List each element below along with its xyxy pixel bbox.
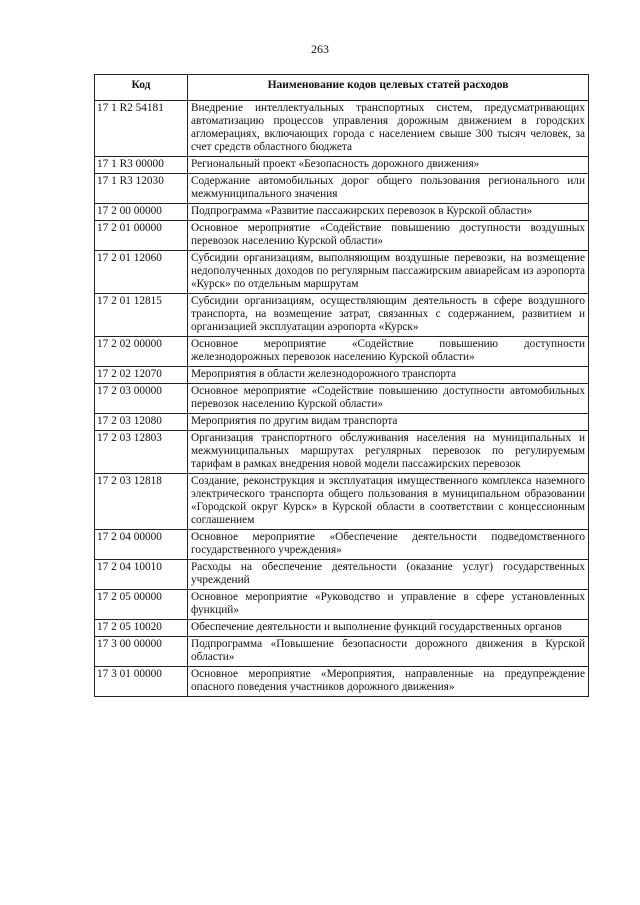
table-row [95, 620, 589, 637]
table-row [95, 101, 589, 157]
row-code: 17 2 04 00000 [95, 530, 188, 560]
row-code: 17 3 00 00000 [95, 637, 188, 667]
table-row [95, 590, 589, 620]
row-name: Основное мероприятие «Содействие повышению доступности воздушных перевозок населению Курской области» [188, 221, 589, 251]
row-code: 17 2 03 12818 [95, 474, 188, 530]
row-code: 17 1 R2 54181 [95, 101, 188, 157]
row-name: Организация транспортного обслуживания населения на муниципальных и межмуниципальных маршрутах регулярных перевозок по регулируемым тарифам в рамках внедрения новой модели пассажирских перевозок [188, 431, 589, 474]
row-name: Региональный проект «Безопасность дорожного движения» [188, 157, 589, 174]
row-code: 17 1 R3 00000 [95, 157, 188, 174]
table-row [95, 530, 589, 560]
row-code: 17 2 01 12060 [95, 251, 188, 294]
row-name: Создание, реконструкция и эксплуатация имущественного комплекса наземного электрического транспорта общего пользования в муниципальном образовании «Городской округ Курск» в Курской области в соответствии с концессионным соглашением [188, 474, 589, 530]
table-row [95, 221, 589, 251]
row-name: Основное мероприятие «Мероприятия, направленные на предупреждение опасного поведения участников дорожного движения» [188, 667, 589, 697]
table-row [95, 637, 589, 667]
row-code: 17 1 R3 12030 [95, 174, 188, 204]
row-name: Субсидии организациям, осуществляющим деятельность в сфере воздушного транспорта, на возмещение затрат, связанных с содержанием, развитием и организацией эксплуатации аэропорта «Курск» [188, 294, 589, 337]
row-code: 17 2 02 00000 [95, 337, 188, 367]
table-header-row [95, 75, 589, 101]
table-row [95, 157, 589, 174]
table-row [95, 414, 589, 431]
table-row [95, 294, 589, 337]
table-row [95, 367, 589, 384]
row-name: Мероприятия в области железнодорожного транспорта [188, 367, 589, 384]
row-code: 17 2 05 10020 [95, 620, 188, 637]
table-row [95, 560, 589, 590]
page-number: 263 [311, 42, 329, 56]
table-row [95, 667, 589, 697]
table-row [95, 204, 589, 221]
column-header-code: Код [95, 75, 188, 101]
column-header-name: Наименование кодов целевых статей расходов [188, 75, 589, 101]
row-code: 17 2 05 00000 [95, 590, 188, 620]
row-code: 17 2 03 12080 [95, 414, 188, 431]
table-row [95, 337, 589, 367]
table-row [95, 251, 589, 294]
row-code: 17 3 01 00000 [95, 667, 188, 697]
budget-codes-table [94, 74, 589, 697]
row-name: Содержание автомобильных дорог общего пользования регионального или межмуниципального значения [188, 174, 589, 204]
table-row [95, 384, 589, 414]
row-name: Расходы на обеспечение деятельности (оказание услуг) государственных учреждений [188, 560, 589, 590]
row-name: Внедрение интеллектуальных транспортных систем, предусматривающих автоматизацию процессов управления дорожным движением в городских агломерациях, включающих города с населением свыше 300 тысяч человек, за счет средств областного бюджета [188, 101, 589, 157]
row-code: 17 2 03 12803 [95, 431, 188, 474]
row-name: Подпрограмма «Повышение безопасности дорожного движения в Курской области» [188, 637, 589, 667]
row-name: Основное мероприятие «Содействие повышению доступности автомобильных перевозок населению Курской области» [188, 384, 589, 414]
row-name: Мероприятия по другим видам транспорта [188, 414, 589, 431]
table-row [95, 474, 589, 530]
table-row [95, 174, 589, 204]
row-name: Обеспечение деятельности и выполнение функций государственных органов [188, 620, 589, 637]
row-code: 17 2 01 12815 [95, 294, 188, 337]
row-code: 17 2 00 00000 [95, 204, 188, 221]
row-code: 17 2 02 12070 [95, 367, 188, 384]
row-name: Основное мероприятие «Руководство и управление в сфере установленных функций» [188, 590, 589, 620]
row-name: Основное мероприятие «Обеспечение деятельности подведомственного государственного учреждения» [188, 530, 589, 560]
row-code: 17 2 03 00000 [95, 384, 188, 414]
row-name: Субсидии организациям, выполняющим воздушные перевозки, на возмещение недополученных доходов по регулярным пассажирским авиарейсам из аэропорта «Курск» по отдельным маршрутам [188, 251, 589, 294]
table-row [95, 431, 589, 474]
row-name: Подпрограмма «Развитие пассажирских перевозок в Курской области» [188, 204, 589, 221]
row-name: Основное мероприятие «Содействие повышению доступности железнодорожных перевозок населению Курской области» [188, 337, 589, 367]
row-code: 17 2 01 00000 [95, 221, 188, 251]
row-code: 17 2 04 10010 [95, 560, 188, 590]
